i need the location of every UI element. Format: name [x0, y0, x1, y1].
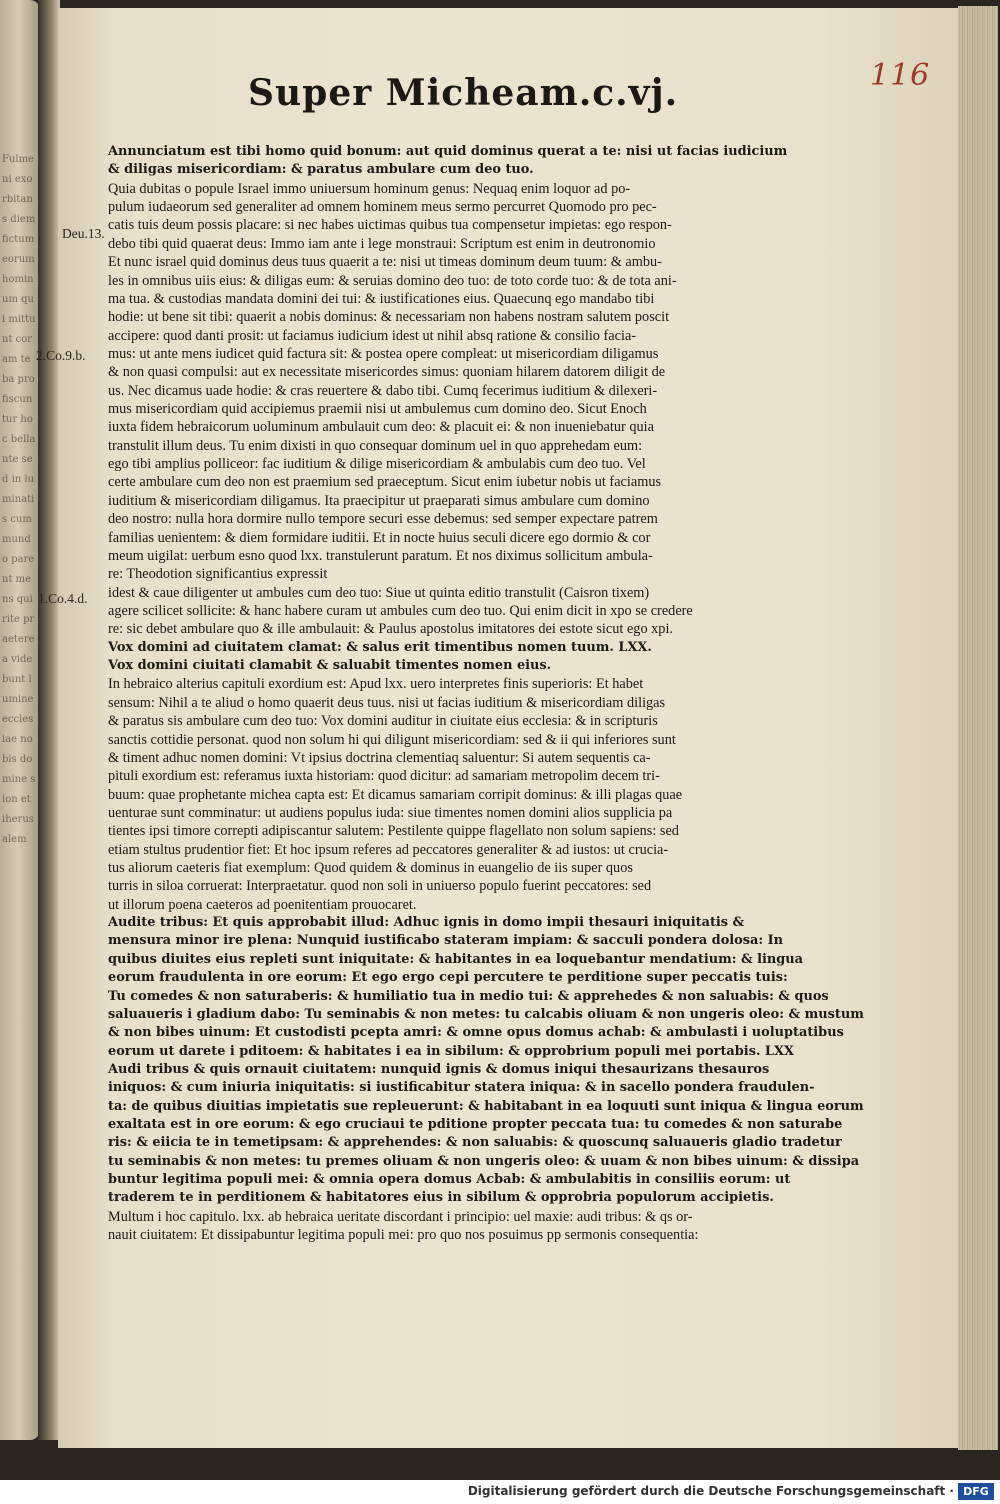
- text-block: [108, 143, 864, 1245]
- text-line: pituli exordium est: referamus iuxta historiam: quod dicitur: ad samariam metropolim decem tri-: [108, 768, 660, 785]
- text-line: In hebraico alterius capituli exordium est: Apud lxx. uero interpretes finis superioris: Et habet: [108, 676, 644, 693]
- text-line: & non bibes uinum: Et custodisti pcepta amri: & omne opus domus achab: & ambulasti i uoluptatibus: [108, 1025, 844, 1041]
- text-line: deo nostro: nulla hora dormire nullo tempore securi esse debemus: sed semper expectare patrem: [108, 511, 658, 528]
- page-edge: [958, 6, 998, 1450]
- text-line: hodie: ut bene sit tibi: quaerit a nobis dominus: & necessariam non habens nostram salutem poscit: [108, 309, 670, 326]
- text-line: meum uigilat: uerbum esno quod lxx. transtulerunt paratum. Et nos diximus sollicitum ambula-: [108, 547, 653, 564]
- text-line: mus: ut ante mens iudicet quid factura sit: & postea opere compleat: ut misericordiam diligamus: [108, 345, 659, 362]
- text-line: ta: de quibus diuitias impietatis sue repleuerunt: & habitabant in ea loquuti sunt iniqua & lingua eorum: [108, 1098, 864, 1114]
- text-line: turris in siloa corruerat: Interpraetatur. quod non soli in uniuerso populo fuerint peccatores: sed: [108, 878, 652, 895]
- text-line: catis tuis deum possis placare: si nec habes uictimas quibus tua compensetur impietas: ego respon-: [108, 217, 672, 234]
- text-line: saluaueris i gladium dabo: Tu seminabis & non metes: tu calcabis oliuam & non ungeris oleo: & mustum: [108, 1006, 864, 1022]
- text-line: re: Theodotion significantius expressit: [108, 566, 328, 583]
- text-line: etiam stultus prudentior fiet: Et hoc ipsum referes ad peccatores generaliter & ad iustos: ut crucia-: [108, 841, 669, 858]
- text-line: accipere: quod danti prosit: ut faciamus iudicium idest ut nihil absq ratione & consilio facia-: [108, 327, 637, 344]
- dfg-logo: DFG: [958, 1483, 994, 1500]
- text-line: quibus diuites eius repleti sunt iniquitate: & habitantes in ea loquebantur mendatium: & lingua: [108, 951, 804, 967]
- running-head: Super Micheam.c.vj.: [248, 72, 679, 114]
- text-line: Vox domini ciuitati clamabit & saluabit timentes nomen eius.: [108, 658, 552, 674]
- text-line: debo tibi quid quaerat deus: Immo iam ante i lege monstraui: Scriptum est enim in deutronomio: [108, 235, 656, 252]
- text-line: iuxta fidem hebraicorum uoluminum ambulauit cum deo: & placuit ei: & non inueniebatur quia: [108, 419, 654, 436]
- left-page: [0, 0, 40, 1440]
- text-line: & non quasi compulsi: aut ex necessitate misericordes simus: quoniam hilarem datorem diligit de: [108, 364, 666, 381]
- text-line: ris: & eiicia te in temetipsam: & apprehendes: & non saluabis: & quoscunq saluaueris gladio tradetur: [108, 1135, 842, 1151]
- gutter: [38, 0, 60, 1440]
- text-line: traderem te in perditionem & habitatores eius in sibilum & opprobria populorum accipietis.: [108, 1190, 774, 1206]
- text-line: uenturae sunt comminatur: ut audiens populus iuda: siue timentes nomen domini alios supplicia pa: [108, 804, 673, 821]
- text-line: iuditium & misericordiam diligamus. Ita praecipitur ut praeparati simus ambulare cum domino: [108, 492, 650, 509]
- text-line: exaltata est in ore eorum: & ego cruciaui te pditione propter peccata tua: tu comedes & non saturabe: [108, 1117, 843, 1133]
- text-line: ut illorum poena caeteros ad poenitentiam prouocaret.: [108, 896, 417, 913]
- text-line: pulum iudaeorum sed generaliter ad omnem hominem meus sermo percurret Quomodo pro pec-: [108, 199, 657, 216]
- text-line: eorum fraudulenta in ore eorum: Et ego ergo cepi percutere te perditione super peccatis tuis:: [108, 970, 788, 986]
- text-line: Quia dubitas o popule Israel immo uniuersum hominum genus: Nequaq enim loquor ad po-: [108, 180, 631, 197]
- text-line: les in omnibus uiis eius: & diligas eum: & seruias domino deo tuo: de toto corde tuo: & de tota ani-: [108, 272, 677, 289]
- text-line: sanctis cottidie personat. quod non solum hi qui diligunt misericordiam: sed & ii qui inferiores sunt: [108, 731, 676, 748]
- text-line: mus misericordiam quid accipiemus praemii nisi ut ambulemus cum domino deo. Sicut Enoch: [108, 401, 647, 418]
- text-line: transtulit illum deus. Tu enim dixisti in quo consequar dominum uel in quo apprehedam eum:: [108, 437, 643, 454]
- text-line: eorum ut darete i pditoem: & habitates i ea in sibilum: & opprobrium populi mei portabis. LXX: [108, 1043, 794, 1059]
- margin-note: 2.Co.9.b.: [36, 348, 86, 363]
- text-line: Vox domini ad ciuitatem clamat: & salus erit timentibus nomen tuum. LXX.: [108, 639, 652, 655]
- text-line: idest & caue diligenter ut ambules cum deo tuo: Siue ut quinta editio transtulit (Caisron tixem): [108, 584, 650, 601]
- margin-note: 1.Co.4.d.: [38, 591, 88, 606]
- text-line: tientes ipsi timore correpti adipiscantur salutem: Pestilente quippe flagellato non solum sapiens: sed: [108, 823, 679, 840]
- text-line: & paratus sis ambulare cum deo tuo: Vox domini auditur in ciuitate eius ecclesia: & in scripturis: [108, 713, 658, 730]
- text-line: tus aliorum caeteris fiat exemplum: Quod quidem & dominus in euangelio de iis super quos: [108, 860, 633, 877]
- text-line: & diligas misericordiam: & paratus ambulare cum deo tuo.: [108, 162, 534, 178]
- folio-number: 116: [870, 58, 931, 93]
- text-line: re: sic debet ambulare quo & ille ambulauit: & Paulus apostolus imitatores dei estote sicut ego xpi.: [108, 621, 674, 638]
- text-line: buum: quae prophetante michea capta est: Et dicamus samariam corripit dominus: & illi plagas quae: [108, 786, 683, 803]
- left-page-text: Fulmeni exorbitans diem fictum eorum hominum qui mittunt coram teba profiscuntur hoc bellante sed in luminatis cum mundo parent mens qui rite praeterea videbunt lumine ecclesiae nobis domine sion et iherusalem: [2, 154, 36, 845]
- text-line: ego tibi amplius polliceor: fac iuditium & dilige misericordiam & ambulabis cum deo tuo. Vel: [108, 456, 646, 473]
- text-line: agere scilicet sollicite: & hanc habere curam ut ambules cum deo tuo. Qui enim dicit in xpo se credere: [108, 602, 693, 619]
- text-line: Audite tribus: Et quis approbabit illud: Adhuc ignis in domo impii thesauri iniquitatis &: [108, 915, 745, 931]
- text-line: mensura minor ire plena: Nunquid iustificabo stateram impiam: & sacculi pondera dolosa: In: [108, 933, 784, 949]
- text-line: us. Nec dicamus uade hodie: & cras reuertere & dabo tibi. Cumq fecerimus iuditium & dilexeri-: [108, 382, 658, 399]
- text-line: Audi tribus & quis ornauit ciuitatem: nunquid ignis & domus iniqui thesaurizans thesauros: [108, 1061, 770, 1077]
- footer-credit: Digitalisierung gefördert durch die Deutsche Forschungsgemeinschaft ·: [467, 1484, 954, 1498]
- text-line: Annunciatum est tibi homo quid bonum: aut quid dominus querat a te: nisi ut facias iudicium: [108, 144, 788, 159]
- text-line: certe ambulare cum deo non est praemium sed praeceptum. Sicut enim iubetur nobis ut faciamus: [108, 474, 662, 491]
- text-line: Multum i hoc capitulo. lxx. ab hebraica ueritate discordant i principio: uel maxie: audi tribus: & qs or-: [108, 1208, 693, 1225]
- text-line: ma tua. & custodias mandata domini dei tui: & iustificationes eius. Quaecunq ego mandabo tibi: [108, 290, 655, 307]
- margin-note: Deu.13.: [62, 226, 105, 241]
- text-line: Et nunc israel quid dominus deus tuus quaerit a te: nisi ut timeas dominum deum tuum: & ambu-: [108, 254, 662, 271]
- text-line: tu seminabis & non metes: tu premes oliuam & non ungeris oleo: & uuam & non bibes uinum: & dissipa: [108, 1153, 860, 1169]
- text-line: Tu comedes & non saturaberis: & humiliatio tua in medio tui: & apprehedes & non saluabis: & quos: [108, 988, 829, 1004]
- text-line: familias uenientem: & diem formidare iuditii. Et in nocte huius seculi dicere ego dormio & cor: [108, 529, 651, 546]
- text-line: nauit ciuitatem: Et dissipabuntur legitima populi mei: pro quo nos posuimus pp sermonis consequentia:: [108, 1227, 699, 1244]
- text-line: iniquos: & cum iniuria iniquitatis: si iustificabitur statera iniqua: & in sacello pondera fraudulen-: [108, 1080, 815, 1096]
- text-line: sensum: Nihil a te aliud o homo quaerit deus tuus. nisi ut facias iuditium & misericordiam diligas: [108, 694, 666, 711]
- text-line: buntur legitima populi mei: & omnia opera domus Acbab: & ambulabitis in consiliis eorum: ut: [108, 1172, 791, 1188]
- text-line: & timent adhuc nomen domini: Vt ipsius doctrina clementiaq saluentur: Si autem sequentis ca-: [108, 749, 651, 766]
